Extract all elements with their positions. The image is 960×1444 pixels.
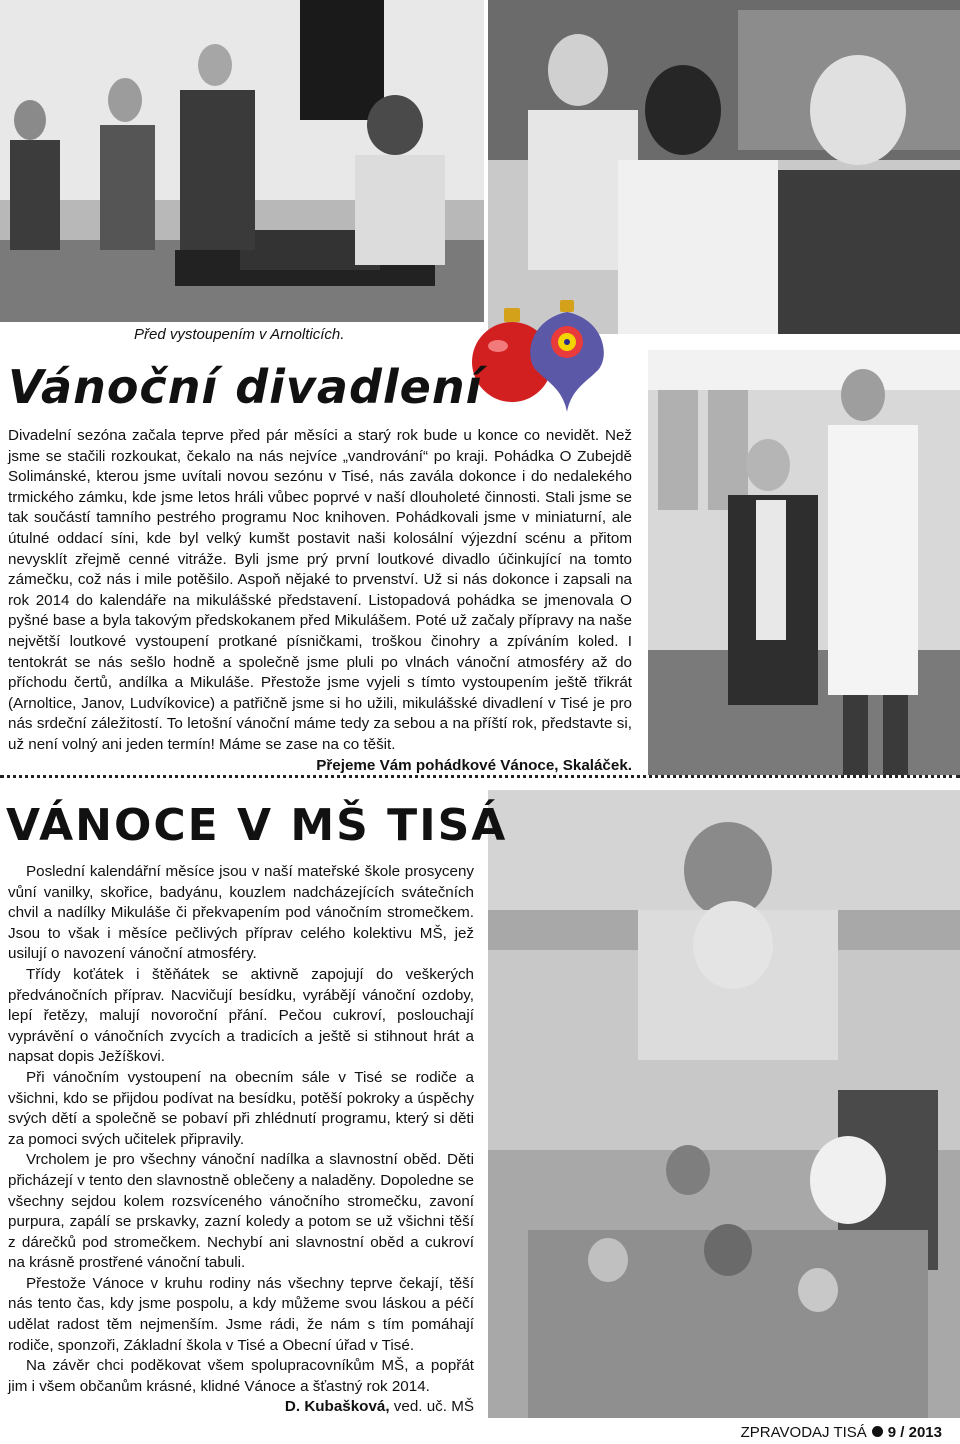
article-body [8,426,632,776]
photo-caption: Před vystoupením v Arnolticích. [134,326,345,343]
article-paragraph: Třídy koťátek i štěňátek se aktivně zapojují do veškerých předvánočních příprav. Nacvičují besídku, vyrábějí vánoční ozdoby, lepí řetězy, malují novoroční přání. Pečou cukroví, poslouchají vyprávění o vánočních zvycích a tradicích a ještě si stihnout hrát a napsat dopis Ježíškovi. [8,965,474,1066]
article-paragraph: Divadelní sezóna začala teprve před pár měsíci a starý rok bude u konce co nevidět. Než jsme se stačili rozkoukat, čekalo na nás nejvíce „vandrování“ po kraji. Pohádka O Zubejdě Solimánské, kterou jsme uvítali novou sezónu v Tisé, nás zavála dokonce i do nedalekého trmického zámku, kde jsme letos hráli vůbec poprvé v naší dlouholeté činnosti. Stali jsme se tak součástí tamního pestrého programu Noc knihoven. Pohádkovali jsme v miniaturní, ale útulné oddací síni, kde byl velký kumšt postavit naši kolosální výjezdní scénu a přitom nevysklít zřejmě cenné vitráže. Byli jsme prý první loutkové divadlo účinkující na tomto zámečku, což nás i mile potěšilo. Aspoň nějaké to prvenství. Už si nás dokonce i zapsali na rok 2014 do kalendáře na mikulášské představení. Listopadová pohádka se jmenovala O pyšné base a byla takovým předskokanem před Mikulášem. Poté už začaly přípravy na naše největší loutkové vystoupení protkané písničkami, troškou činohry a zpíváním koled. I tentokrát se nás sešlo hodně a společně jsme pluli po vlnách vánoční atmosféry až do příchodu čertů, andílka a Mikuláše. Přestože jsme vyjeli s tímto vystoupením ještě třikrát (Arnoltice, Janov, Ludvíkovice) a patřičně jsme si ho užili, mikulášské divadlení v Tisé je pro nás srdeční záležitostí. To letošní vánoční máme tedy za sebou a na příští rok, představte si, už není volný ani jeden termín! Máme se zase na co těšit. [8,427,632,753]
article-signature: Přejeme Vám pohádkové Vánoce, Skaláček. [316,756,632,774]
photo-kindergarten [488,790,960,1418]
issue-number: 9 / 2013 [887,1424,942,1441]
article-paragraph: Vrcholem je pro všechny vánoční nadílka a slavnostní oběd. Děti přicházejí v tento den slavnostně oblečeny a naladěny. Dopoledne se všechny sejdou kolem rozsvíceného vánočního stromečku, zavoní purpura, zapálí se prskavky, zazní koledy a potom se už všichni těší z dárečků pod stromečkem. Nechybí ani slavnostní oběd a cukroví na krásně prostřené vánoční tabuli. [8,1151,474,1272]
signature-role: ved. uč. MŠ [389,1398,474,1416]
article-paragraph: Přestože Vánoce v kruhu rodiny nás všechny teprve čekají, těší nás tento čas, kdy jsme pospolu, a kdy můžeme svou láskou a péčí udělat radost těm nejmenším. Jsme rádi, že nám s tím pomáhají rodiče, sponzoři, Základní škola v Tisé a Obecní úřad v Tisé. [8,1274,474,1354]
bullet-icon [872,1426,883,1437]
article-paragraph: Na závěr chci poděkovat všem spolupracovníkům MŠ, a popřát jim i všem občanům krásné, klidné Vánoce a šťastný rok 2014. [8,1357,474,1395]
article-body-2 [8,862,474,1418]
article-signature-2 [8,1397,474,1418]
christmas-ornament-icon [468,300,648,420]
signature-name: D. Kubašková, [284,1398,390,1416]
publication-name: ZPRAVODAJ TISÁ [740,1424,867,1441]
article-paragraph: Při vánočním vystoupení na obecním sále v Tisé se rodiče a všichni, kdo se přijdou podívat na besídku, potěší pokroky a úspěchy svých dětí a společně se pobaví při zhlédnutí programu, který si děti za pomoci svých učitelek připravily. [8,1068,474,1148]
photo-actors-room [648,350,960,775]
photo-audience [488,0,960,334]
article-title-2: VÁNOCE V MŠ TISÁ [6,800,508,851]
page-footer [741,1424,942,1441]
article-title: Vánoční divadlení [8,360,483,414]
photo-performers-stage [0,0,484,322]
section-divider [0,775,960,778]
article-paragraph: Poslední kalendářní měsíce jsou v naší mateřské škole prosyceny vůní vanilky, skořice, badyánu, kouzlem nadcházejících svátečních chvil a nadílky Mikuláše či překvapením pod vánočním stromečkem. Jsou to však i měsíce pečlivých příprav celého kolektivu MŠ, jež usilují o navození vánoční atmosféry. [8,863,474,963]
